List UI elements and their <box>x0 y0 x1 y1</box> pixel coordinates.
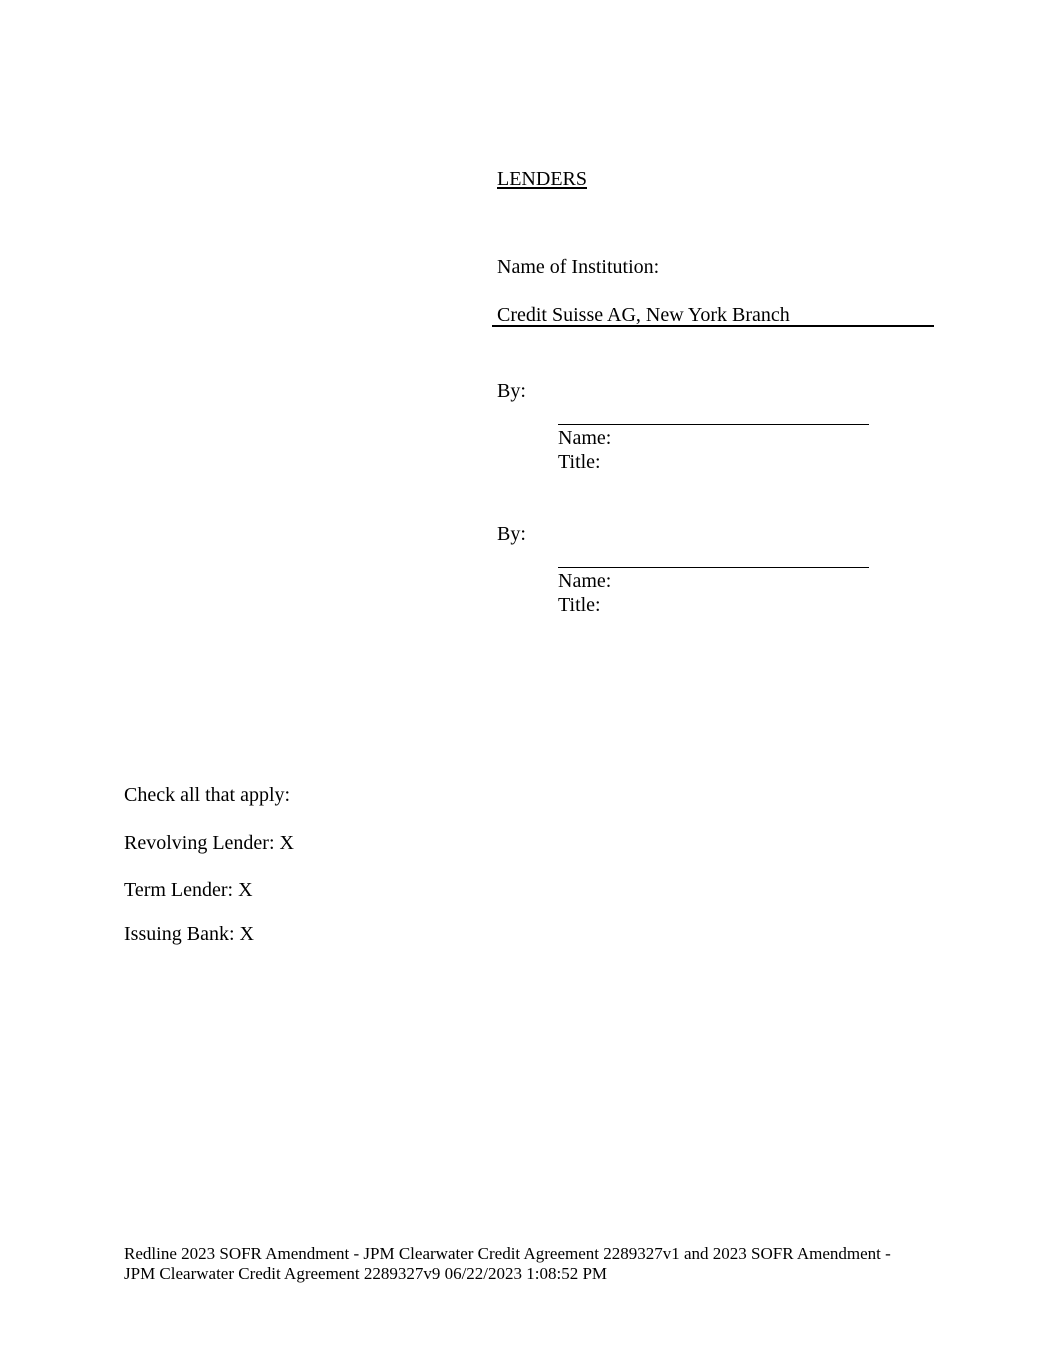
signatory-2-title-label: Title: <box>558 594 601 616</box>
checklist-label: Check all that apply: <box>124 784 291 806</box>
institution-underline <box>492 325 934 327</box>
signatory-1-name-label: Name: <box>558 427 612 449</box>
checklist-item-term-lender: Term Lender: X <box>124 879 253 901</box>
signatory-2-signature-line <box>558 567 869 568</box>
signatory-1-signature-line <box>558 424 869 425</box>
checklist-item-revolving-lender: Revolving Lender: X <box>124 832 294 854</box>
institution-label: Name of Institution: <box>497 256 660 278</box>
footer-line-2: JPM Clearwater Credit Agreement 2289327v9 06/22/2023 1:08:52 PM <box>124 1264 608 1283</box>
lenders-heading: LENDERS <box>497 168 587 190</box>
signatory-1-by-label: By: <box>497 380 526 402</box>
footer-line-1: Redline 2023 SOFR Amendment - JPM Clearwater Credit Agreement 2289327v1 and 2023 SOFR Amendment - <box>124 1244 891 1263</box>
signatory-2-by-label: By: <box>497 523 526 545</box>
signatory-2-name-label: Name: <box>558 570 612 592</box>
signatory-1-title-label: Title: <box>558 451 601 473</box>
checklist-item-issuing-bank: Issuing Bank: X <box>124 923 254 945</box>
institution-name: Credit Suisse AG, New York Branch <box>497 304 790 326</box>
